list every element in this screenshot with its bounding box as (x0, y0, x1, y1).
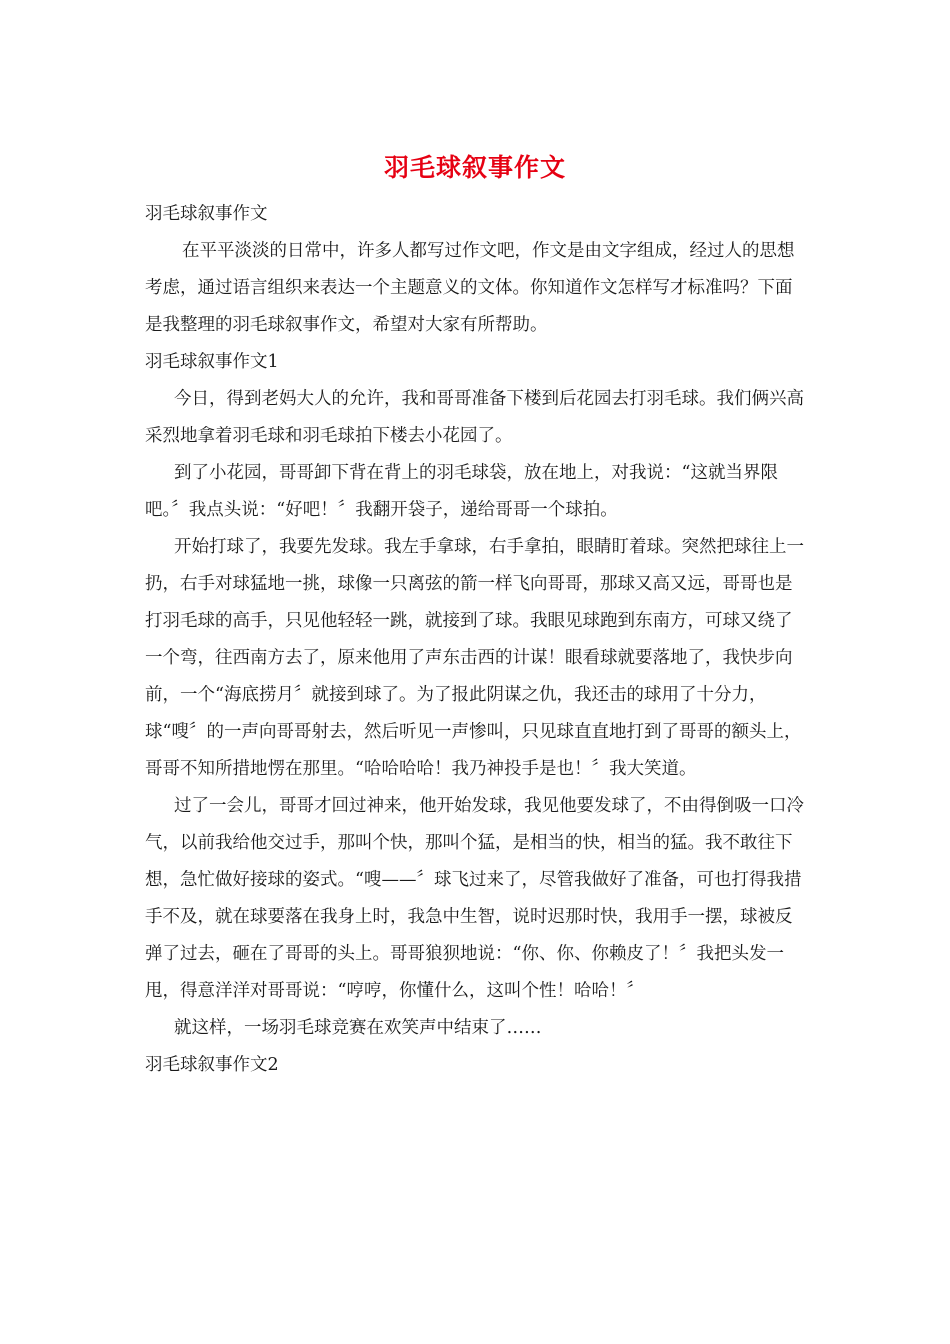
section-heading-1: 羽毛球叙事作文1 (145, 352, 279, 372)
intro-paragraph: 在平平淡淡的日常中，许多人都写过作文吧，作文是由文字组成，经过人的思想考虑，通过语言组织来表达一个主题意义的文体。你知道作文怎样写才标准吗？下面是我整理的羽毛球叙事作文，希望对大家有所帮助。 (145, 241, 795, 335)
body-paragraph: 今日，得到老妈大人的允许，我和哥哥准备下楼到后花园去打羽毛球。我们俩兴高采烈地拿着羽毛球和羽毛球拍下楼去小花园了。 (145, 389, 804, 446)
body-paragraph: 到了小花园，哥哥卸下背在背上的羽毛球袋，放在地上，对我说：“这就当界限吧。〞我点头说：“好吧！〞我翻开袋子，递给哥哥一个球拍。 (145, 463, 778, 520)
document-subtitle: 羽毛球叙事作文 (145, 204, 268, 224)
section-heading-2: 羽毛球叙事作文2 (145, 1055, 279, 1075)
body-paragraph: 过了一会儿，哥哥才回过神来，他开始发球，我见他要发球了，不由得倒吸一口冷气，以前我给他交过手，那叫个快，那叫个猛，是相当的快，相当的猛。我不敢往下想，急忙做好接球的姿式。“嗖——〞球飞过来了，尽管我做好了准备，可也打得我措手不及，就在球要落在我身上时，我急中生智，说时迟那时快，我用手一摆，球被反弹了过去，砸在了哥哥的头上。哥哥狼狈地说：“你、你、你赖皮了！〞我把头发一甩，得意洋洋对哥哥说：“哼哼，你懂什么，这叫个性！哈哈！〞 (145, 796, 804, 1001)
document-body (145, 196, 805, 1084)
body-paragraph: 开始打球了，我要先发球。我左手拿球，右手拿拍，眼睛盯着球。突然把球往上一扔，右手对球猛地一挑，球像一只离弦的箭一样飞向哥哥，那球又高又远，哥哥也是打羽毛球的高手，只见他轻轻一跳，就接到了球。我眼见球跑到东南方，可球又绕了一个弯，往西南方去了，原来他用了声东击西的计谋！眼看球就要落地了，我快步向前，一个“海底捞月〞就接到球了。为了报此阴谋之仇，我还击的球用了十分力，球“嗖〞的一声向哥哥射去，然后听见一声惨叫，只见球直直地打到了哥哥的额头上，哥哥不知所措地愣在那里。“哈哈哈哈！我乃神投手是也！〞我大笑道。 (145, 537, 804, 779)
document-title: 羽毛球叙事作文 (383, 153, 566, 182)
body-paragraph: 就这样，一场羽毛球竞赛在欢笑声中结束了…… (174, 1018, 542, 1038)
